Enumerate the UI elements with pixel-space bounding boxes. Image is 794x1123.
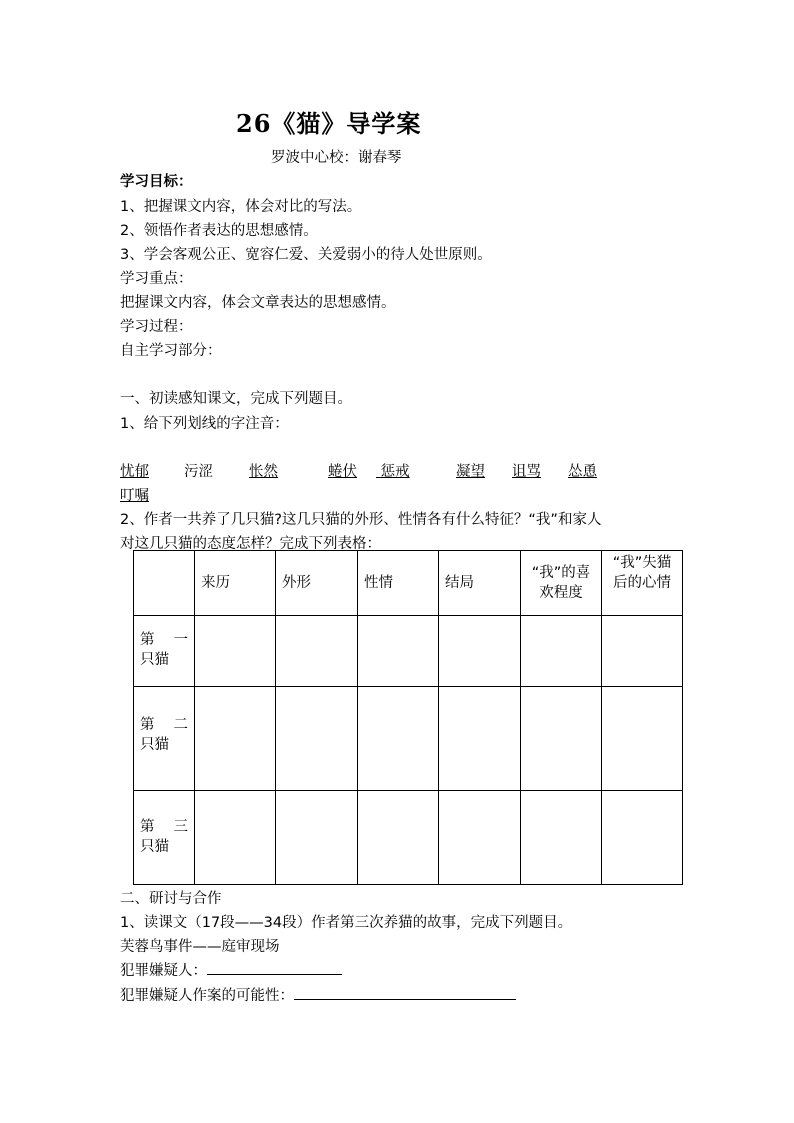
table-cell[interactable] — [602, 687, 683, 791]
focus-text: 把握课文内容，体会文章表达的思想感情。 — [120, 295, 396, 311]
vocab-word: 忧郁 — [120, 464, 149, 480]
suspect-label: 犯罪嫌疑人： — [120, 963, 207, 979]
vocab-char: 诅骂 — [512, 464, 541, 480]
table-header-cell: 来历 — [195, 551, 276, 616]
suspect-answer-blank[interactable] — [207, 960, 342, 975]
objectives-heading: 学习目标： — [120, 174, 193, 190]
event-title: 芙蓉鸟事件——庭审现场 — [120, 939, 280, 955]
table-cell[interactable] — [276, 616, 358, 687]
vocab-word — [328, 460, 357, 481]
possibility-answer-blank[interactable] — [294, 985, 516, 1000]
vocab-char: 怅然 — [249, 464, 278, 480]
vocab-word — [184, 460, 213, 481]
part1-question-2-line-1: 2、作者一共养了几只猫?这几只猫的外形、性情各有什么特征？“我”和家人 — [120, 512, 602, 528]
row-label-part: 一 — [173, 632, 188, 648]
table-cell[interactable] — [521, 791, 602, 885]
table-cell[interactable] — [276, 687, 358, 791]
table-row — [134, 616, 683, 687]
table-cell[interactable] — [521, 687, 602, 791]
vocab-word: 凝望 — [456, 464, 485, 480]
table-cell[interactable] — [276, 791, 358, 885]
row-label-part: 只猫 — [140, 737, 169, 753]
table-row — [134, 791, 683, 885]
objective-item-1: 1、把握课文内容，体会对比的写法。 — [120, 199, 362, 215]
table-cell[interactable] — [195, 616, 276, 687]
vocab-word — [249, 460, 278, 481]
vocab-char: 蜷伏 — [328, 464, 357, 480]
row-label-cell — [134, 616, 195, 687]
table-header-cell: 性情 — [358, 551, 439, 616]
vocab-word — [376, 460, 410, 481]
table-cell[interactable] — [195, 687, 276, 791]
table-cell[interactable] — [602, 791, 683, 885]
table-header-cell: “我”的喜欢程度 — [521, 551, 602, 616]
table-header-cell: 结局 — [439, 551, 521, 616]
suspect-line — [120, 959, 342, 980]
part2-question-1: 1、读课文（17段——34段）作者第三次养猫的故事，完成下列题目。 — [120, 915, 573, 931]
table-cell[interactable] — [439, 616, 521, 687]
focus-heading: 学习重点： — [120, 271, 193, 287]
table-cell[interactable] — [195, 791, 276, 885]
process-heading: 学习过程： — [120, 319, 193, 335]
table-cell[interactable] — [358, 616, 439, 687]
row-label-part: 第 — [140, 717, 155, 733]
table-corner-cell — [134, 551, 195, 616]
objective-item-2: 2、领悟作者表达的思想感情。 — [120, 223, 318, 239]
objective-item-3: 3、学会客观公正、宽容仁爱、关爱弱小的待人处世原则。 — [120, 247, 492, 263]
table-header-cell: 外形 — [276, 551, 358, 616]
row-label-part: 第 — [140, 819, 155, 835]
row-label-part: 三 — [173, 819, 188, 835]
vocab-word: 叮嘱 — [120, 488, 149, 504]
vocab-word — [512, 460, 541, 481]
table-cell[interactable] — [358, 687, 439, 791]
vocab-word: 怂恿 — [568, 464, 597, 480]
table-cell[interactable] — [439, 791, 521, 885]
cats-table — [133, 550, 683, 885]
table-header-cell: “我”失猫后的心情 — [602, 551, 683, 616]
page-title: 26《猫》导学案 — [236, 109, 422, 138]
row-label-part: 只猫 — [140, 652, 169, 668]
possibility-label: 犯罪嫌疑人作案的可能性： — [120, 988, 294, 1004]
part1-question-2-line-2: 对这几只猫的态度怎样？完成下列表格： — [120, 536, 381, 552]
table-header-row — [134, 551, 683, 616]
row-label-cell — [134, 791, 195, 885]
vocab-char: 污涩 — [184, 464, 213, 480]
table-cell[interactable] — [521, 616, 602, 687]
table-row — [134, 687, 683, 791]
vocab-char: 惩戒 — [380, 464, 410, 480]
table-cell[interactable] — [439, 687, 521, 791]
table-cell[interactable] — [602, 616, 683, 687]
row-label-part: 第 — [140, 632, 155, 648]
row-label-part: 只猫 — [140, 839, 169, 855]
part2-heading: 二、研讨与合作 — [120, 891, 222, 907]
author-line: 罗波中心校：谢春琴 — [271, 150, 402, 166]
self-study-heading: 自主学习部分： — [120, 343, 222, 359]
row-label-part: 二 — [173, 717, 188, 733]
row-label-cell — [134, 687, 195, 791]
table-cell[interactable] — [358, 791, 439, 885]
part1-heading: 一、初读感知课文，完成下列题目。 — [120, 391, 352, 407]
part1-question-1: 1、给下列划线的字注音： — [120, 416, 289, 432]
possibility-line — [120, 984, 516, 1005]
